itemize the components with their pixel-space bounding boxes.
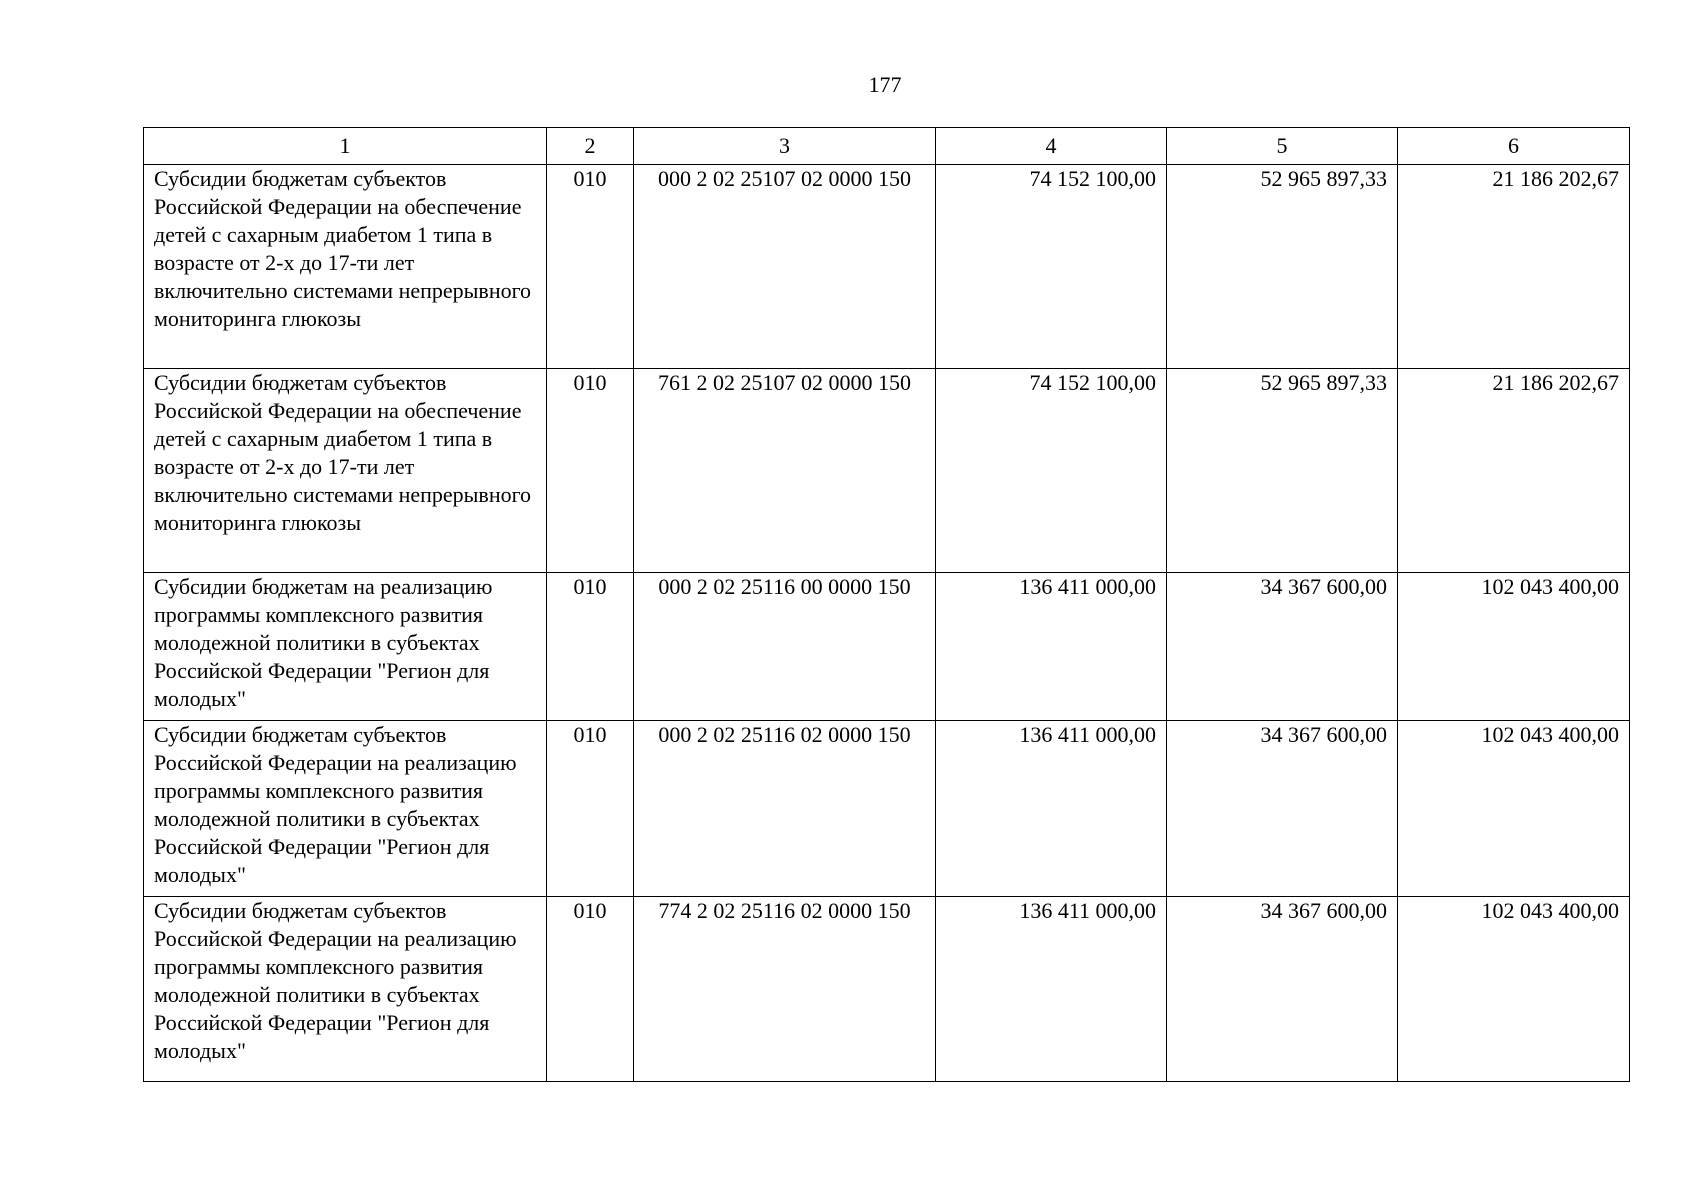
row-value-col5: 34 367 600,00 <box>1167 721 1398 897</box>
row-value-col4: 136 411 000,00 <box>936 897 1167 1082</box>
column-header-5: 5 <box>1167 128 1398 165</box>
table-row <box>144 573 1630 721</box>
row-kbk-cell: 000 2 02 25116 02 0000 150 <box>634 721 936 897</box>
row-code-cell: 010 <box>547 573 634 721</box>
row-kbk-cell: 000 2 02 25107 02 0000 150 <box>634 165 936 369</box>
row-value-col6: 102 043 400,00 <box>1398 897 1630 1082</box>
row-kbk-cell: 761 2 02 25107 02 0000 150 <box>634 369 936 573</box>
column-header-1: 1 <box>144 128 547 165</box>
row-code-cell: 010 <box>547 721 634 897</box>
budget-table <box>143 127 1630 1082</box>
row-kbk-cell: 774 2 02 25116 02 0000 150 <box>634 897 936 1082</box>
row-value-col5: 52 965 897,33 <box>1167 369 1398 573</box>
row-value-col5: 52 965 897,33 <box>1167 165 1398 369</box>
row-name-cell: Субсидии бюджетам субъектов Российской Федерации на обеспечение детей с сахарным диабетом 1 типа в возрасте от 2-х до 17-ти лет включительно системами непрерывного мониторинга глюкозы <box>144 165 547 369</box>
column-header-6: 6 <box>1398 128 1630 165</box>
page-number: 177 <box>868 72 902 97</box>
row-name-cell: Субсидии бюджетам субъектов Российской Федерации на обеспечение детей с сахарным диабетом 1 типа в возрасте от 2-х до 17-ти лет включительно системами непрерывного мониторинга глюкозы <box>144 369 547 573</box>
row-code-cell: 010 <box>547 369 634 573</box>
row-value-col6: 102 043 400,00 <box>1398 721 1630 897</box>
row-value-col4: 74 152 100,00 <box>936 165 1167 369</box>
row-name-cell: Субсидии бюджетам субъектов Российской Федерации на реализацию программы комплексного развития молодежной политики в субъектах Российской Федерации "Регион для молодых" <box>144 721 547 897</box>
column-header-4: 4 <box>936 128 1167 165</box>
table-header-row <box>144 128 1630 165</box>
row-value-col5: 34 367 600,00 <box>1167 897 1398 1082</box>
row-value-col5: 34 367 600,00 <box>1167 573 1398 721</box>
row-kbk-cell: 000 2 02 25116 00 0000 150 <box>634 573 936 721</box>
row-code-cell: 010 <box>547 897 634 1082</box>
row-value-col4: 74 152 100,00 <box>936 369 1167 573</box>
table-row <box>144 165 1630 369</box>
row-value-col4: 136 411 000,00 <box>936 721 1167 897</box>
row-name-cell: Субсидии бюджетам субъектов Российской Федерации на реализацию программы комплексного развития молодежной политики в субъектах Российской Федерации "Регион для молодых" <box>144 897 547 1082</box>
row-value-col6: 102 043 400,00 <box>1398 573 1630 721</box>
column-header-3: 3 <box>634 128 936 165</box>
row-value-col4: 136 411 000,00 <box>936 573 1167 721</box>
column-header-2: 2 <box>547 128 634 165</box>
row-value-col6: 21 186 202,67 <box>1398 369 1630 573</box>
table-row <box>144 369 1630 573</box>
row-value-col6: 21 186 202,67 <box>1398 165 1630 369</box>
row-name-cell: Субсидии бюджетам на реализацию программы комплексного развития молодежной политики в субъектах Российской Федерации "Регион для молодых" <box>144 573 547 721</box>
row-code-cell: 010 <box>547 165 634 369</box>
table-row <box>144 721 1630 897</box>
table-row <box>144 897 1630 1082</box>
